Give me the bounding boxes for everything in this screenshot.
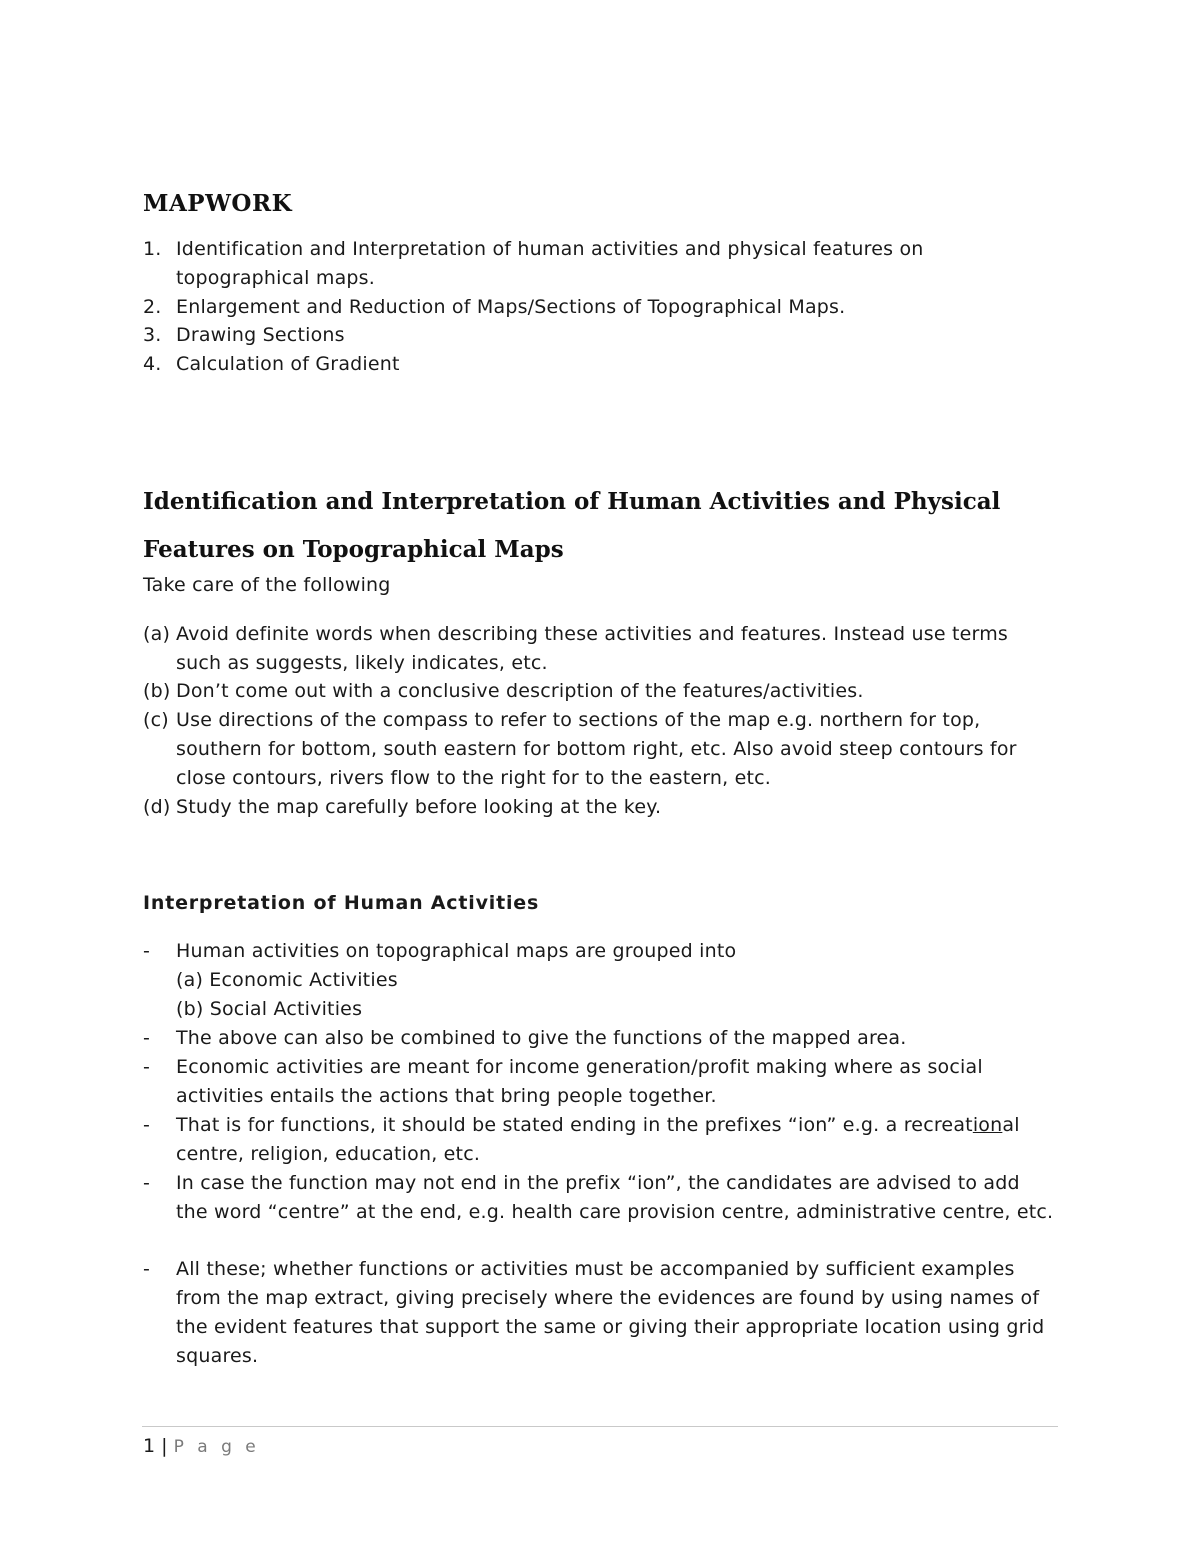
list-letter: (b) — [143, 680, 171, 702]
dash-marker: - — [143, 1114, 151, 1136]
list-text: Avoid definite words when describing these activities and features. Instead use terms such as suggests, likely indicates, etc. — [176, 623, 1008, 674]
list-letter: (c) — [143, 709, 169, 731]
bullet-text-part: al centre, religion, education, etc. — [176, 1114, 1020, 1165]
dash-marker: - — [143, 940, 151, 962]
bullet-item — [143, 1053, 1083, 1111]
list-text: Drawing Sections — [176, 324, 345, 346]
bullet-item — [143, 937, 1083, 966]
list-text: Calculation of Gradient — [176, 353, 400, 375]
list-item — [143, 293, 1083, 322]
bullet-text: All these; whether functions or activities must be accompanied by sufficient examples from the map extract, giving precisely where the evidences are found by using names of the evident features that support the same or giving their appropriate location using grid squares. — [176, 1258, 1045, 1367]
subheading: Interpretation of Human Activities — [143, 892, 540, 914]
bullet-text — [176, 1111, 1026, 1169]
list-letter: (a) — [143, 623, 171, 645]
dash-marker: - — [143, 1258, 151, 1280]
dash-marker: - — [143, 1027, 151, 1049]
list-number: 1. — [143, 238, 162, 260]
dash-marker: - — [143, 1056, 151, 1078]
list-letter: (d) — [143, 796, 171, 818]
bullet-text: The above can also be combined to give the functions of the mapped area. — [176, 1027, 907, 1049]
bullet-text: Economic activities are meant for income generation/profit making where as social activities entails the actions that bring people together. — [176, 1056, 983, 1107]
list-number: 2. — [143, 296, 162, 318]
list-item — [143, 235, 1083, 293]
intro-text: Take care of the following — [143, 574, 391, 596]
sub-item-economic: (a) Economic Activities — [176, 969, 398, 991]
list-item — [143, 706, 1083, 793]
list-item — [143, 350, 1083, 379]
bullet-item — [143, 1111, 1083, 1169]
list-text: Use directions of the compass to refer to sections of the map e.g. northern for top, southern for bottom, south eastern for bottom right, etc. Also avoid steep contours for close contours, rivers flow to the right for to the eastern, etc. — [176, 709, 1017, 789]
bullet-item — [143, 1255, 1083, 1371]
list-number: 4. — [143, 353, 162, 375]
footer-divider — [142, 1426, 1058, 1427]
list-text: Identification and Interpretation of human activities and physical features on topographical maps. — [176, 238, 924, 289]
bullet-item — [143, 1169, 1083, 1227]
bullet-item — [143, 1024, 1083, 1053]
list-number: 3. — [143, 324, 162, 346]
footer-separator: | — [161, 1435, 168, 1457]
list-item — [143, 677, 1083, 706]
bullet-text: Human activities on topographical maps are grouped into — [176, 940, 737, 962]
bullet-text: In case the function may not end in the prefix “ion”, the candidates are advised to add the word “centre” at the end, e.g. health care provision centre, administrative centre, etc. — [176, 1172, 1054, 1223]
list-text: Study the map carefully before looking at the key. — [176, 796, 662, 818]
section-heading: Identification and Interpretation of Human Activities and Physical Features on Topographical Maps — [143, 488, 1001, 563]
page-number: 1 — [143, 1435, 156, 1457]
underlined-suffix: ion — [972, 1114, 1003, 1136]
page-label: P a g e — [173, 1437, 260, 1457]
dash-marker: - — [143, 1172, 151, 1194]
page-footer — [143, 1432, 260, 1461]
list-item — [143, 793, 1083, 822]
list-item — [143, 321, 1083, 350]
list-text: Don’t come out with a conclusive description of the features/activities. — [176, 680, 864, 702]
bullet-text-part: That is for functions, it should be stated ending in the prefixes “ion” e.g. a recreat — [176, 1114, 973, 1136]
document-title: MAPWORK — [143, 190, 293, 217]
list-item — [143, 620, 1083, 678]
list-text: Enlargement and Reduction of Maps/Sections of Topographical Maps. — [176, 296, 846, 318]
sub-item-social: (b) Social Activities — [176, 998, 363, 1020]
